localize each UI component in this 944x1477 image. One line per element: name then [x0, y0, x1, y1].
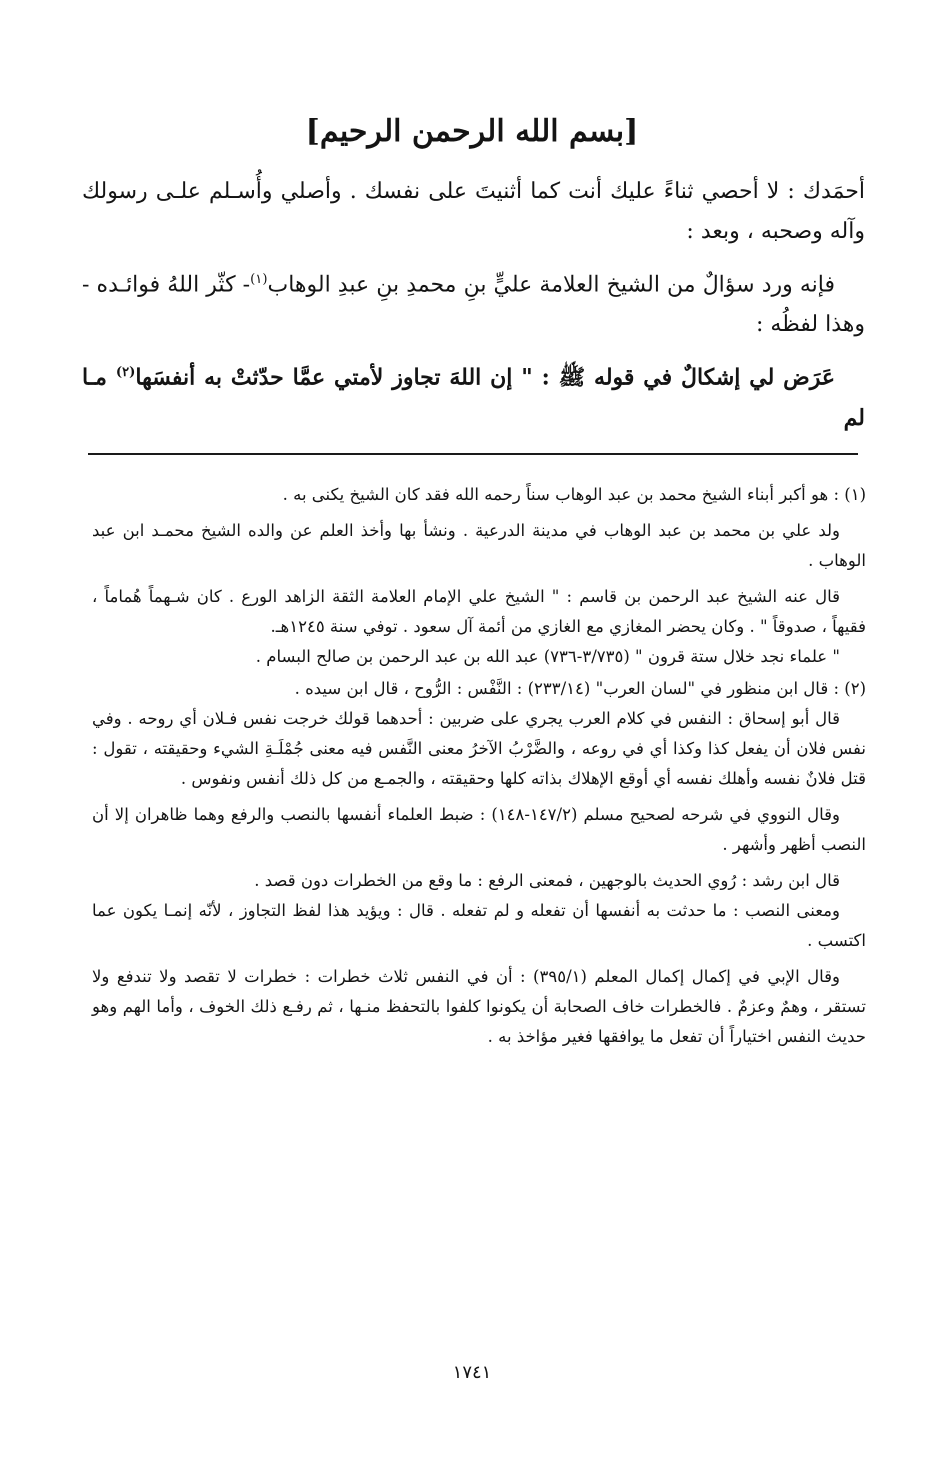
footnote-1-para-1: ولد علي بن محمد بن عبد الوهاب في مدينة الدرعية . ونشأ بها وأخذ العلم عن والده الشيخ محمـد ابن عبد الوهاب . [92, 521, 866, 570]
hadith-paragraph [82, 353, 865, 437]
footnote-2-para-2: وقال النووي في شرحه لصحيح مسلم (١٤٧/٢-١٤٨) : ضبط العلماء أنفسها بالنصب والرفع وهما ظاهران إلا أن النصب أظهر وأشهر . [92, 805, 866, 854]
footnote-2: (٢) : قال ابن منظور في "لسان العرب" (٢٣٣/١٤) : النَّفْس : الرُّوح ، قال ابن سيده . [294, 679, 866, 698]
hadith-text-cont: مـا لم [82, 364, 865, 431]
main-text [82, 172, 865, 446]
footnote-2-para-5: وقال الإبي في إكمال إكمال المعلم (٣٩٥/١) : أن في النفس ثلاث خطرات : خطرات لا تقصد ولا تندفع ولا تستقر ، وهمٌ وعزمٌ . فالخطرات خاف الصحابة أن يكونوا كلفوا بالتحفظ منـها ، ثم رفـع ذلك الخوف ، وأما الهم وهو حديث النفس اختياراً أن تفعل ما يوافقها فغير مؤاخذ به . [92, 967, 866, 1046]
footnote-2-para-1: قال أبو إسحاق : النفس في كلام العرب يجري على ضربين : أحدهما قولك خرجت نفس فـلان أي روحه . وفي نفس فلان أن يفعل كذا وكذا أي في روعه ، والضَّرْبُ الآخرُ معنى النَّفس فيه معنى جُمْلَـةِ الشيء وحقيقته ، تقول : قتل فلانٌ نفسه وأهلك نفسه أي أوقع الإهلاك بذاته كلها وحقيقته ، والجمـع من كل ذلك أنفس ونفوس . [92, 709, 866, 788]
footnote-1-para-3: " علماء نجد خلال ستة قرون " (٣/٧٣٥-٧٣٦) عبد الله بن عبد الرحمن بن صالح البسام . [255, 647, 840, 666]
main-paragraph-1: أحمَدك : لا أحصي ثناءً عليك أنت كما أثنيتَ على نفسك . وأصلي وأُسـلم علـى رسولك وآله وصحبه ، وبعد : [82, 179, 865, 244]
main-paragraph-2-cont: - كثّر اللهُ فوائـده - وهذا لفظُه : [82, 272, 865, 338]
main-paragraph-2-text: فإنه ورد سؤالٌ من الشيخ العلامة عليٍّ بنِ محمدِ بنِ عبدِ الوهاب [267, 272, 835, 298]
page-number: ١٧٤١ [452, 1362, 492, 1383]
footnote-2-para-4: ومعنى النصب : ما حدثت به أنفسها أن تفعله و لم تفعله . قال : ويؤيد هذا لفظ التجاوز ، لأنّه إنمـا يكون عما اكتسب . [92, 901, 866, 950]
footnote-separator [88, 453, 858, 455]
hadith-text: عَرَض لي إشكالٌ في قوله ﷺ : " إن اللهَ تجاوز لأمتي عمَّا حدّثتْ به أنفسَها [135, 364, 836, 391]
footnote-1: (١) : هو أكبر أبناء الشيخ محمد بن عبد الوهاب سناً رحمه الله فقد كان الشيخ يكنى به . [282, 485, 866, 504]
page-title: [بسم الله الرحمن الرحيم] [305, 114, 639, 149]
footnote-1-para-2: قال عنه الشيخ عبد الرحمن بن قاسم : " الشيخ علي الإمام العلامة الثقة الزاهد الورع . كان شـهماً هُماماً ، فقيهاً ، صدوقاً " . وكان يحضر المغازي مع الغازي من أئمة آل سعود . توفي سنة ١٢٤٥هـ. [92, 587, 866, 636]
footnote-ref-1: (١) [250, 272, 268, 287]
main-paragraph-2 [82, 260, 865, 345]
footnotes [92, 478, 866, 1052]
footnote-2-para-3: قال ابن رشد : رُوي الحديث بالوجهين ، فمعنى الرفع : ما وقع من الخطرات دون قصد . [254, 871, 840, 890]
footnote-ref-2: (٢) [115, 365, 136, 381]
